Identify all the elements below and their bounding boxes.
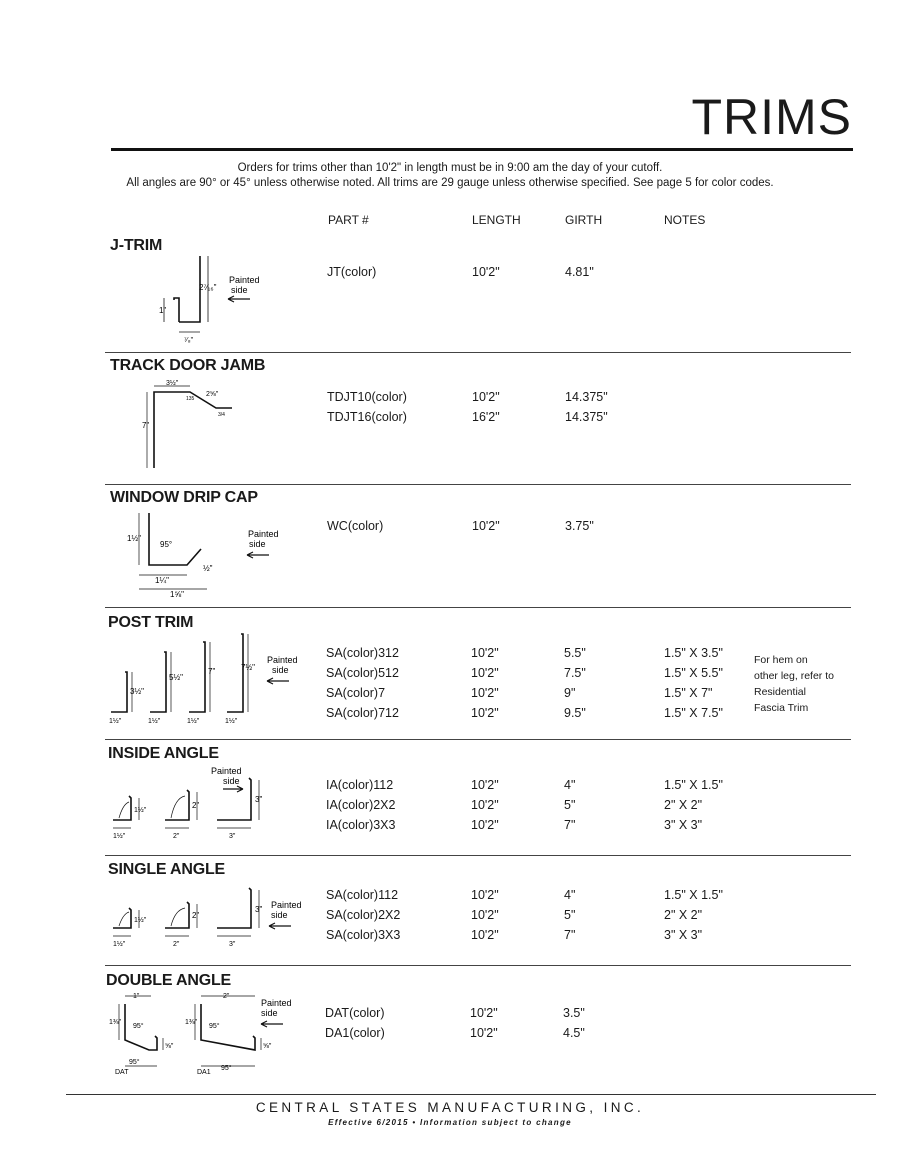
da-dim-w2: 2" [223, 993, 230, 1000]
ia-length-2: 10'2" [471, 798, 499, 812]
wdc-painted: Painted [248, 529, 279, 539]
col-part: PART # [328, 213, 369, 227]
jtrim-painted: Painted [229, 275, 260, 285]
section-title-window-drip-cap: WINDOW DRIP CAP [110, 489, 258, 506]
wdc-dim-drip: ½" [203, 564, 213, 573]
ia-note-1: 1.5" X 1.5" [664, 778, 723, 792]
tdj-dim-slope: 2⅝" [206, 391, 219, 398]
jtrim-arrow-icon [228, 296, 250, 302]
sa-part-3: SA(color)3X3 [326, 928, 401, 942]
jtrim-diagram [150, 250, 270, 345]
post-length-1: 10'2" [471, 646, 499, 660]
section-title-jtrim: J-TRIM [110, 237, 163, 254]
angles-note: All angles are 90° or 45° unless otherwise noted. All trims are 29 gauge unless otherwise specified. See page 5 for color codes. [126, 177, 774, 189]
sa-note-2: 2" X 2" [664, 908, 703, 922]
wdc-girth: 3.75" [565, 519, 594, 533]
jtrim-dim-hem: 1" [159, 306, 167, 315]
post-side: side [272, 665, 289, 675]
wdc-side: side [249, 539, 266, 549]
double-angle-diagram [105, 990, 305, 1080]
section-title-inside-angle: INSIDE ANGLE [108, 745, 219, 762]
tdj-dim-angle: 135 [186, 396, 195, 402]
sa-side: side [271, 910, 288, 920]
da-dim-ang2: 95° [209, 1023, 220, 1030]
post-girth-1: 5.5" [564, 646, 586, 660]
tdj-dim-hem: 3/4 [218, 412, 225, 418]
post-dim-h4: 7½" [241, 663, 255, 672]
sa-length-3: 10'2" [471, 928, 499, 942]
separator [105, 855, 851, 856]
jtrim-dim-width: ⁷⁄₈" [184, 337, 194, 344]
da-length-2: 10'2" [470, 1026, 498, 1040]
jtrim-dim-height: 2⁷⁄₁₆" [199, 283, 217, 292]
post-trim-diagram [105, 630, 305, 726]
col-length: LENGTH [472, 213, 521, 227]
order-note: Orders for trims other than 10'2" in length must be in 9:00 am the day of your cutoff. [237, 162, 663, 174]
post-note-2: 1.5" X 5.5" [664, 666, 723, 680]
page-title: TRIMS [691, 89, 852, 145]
ia-dim-b-h: 2" [192, 801, 200, 810]
separator [105, 484, 851, 485]
da-arrow-icon [261, 1021, 283, 1027]
section-title-post-trim: POST TRIM [108, 614, 194, 631]
section-title-track-door-jamb: TRACK DOOR JAMB [110, 357, 266, 374]
ia-dim-c-h: 3" [255, 795, 263, 804]
wdc-dim-base: 1¼" [155, 576, 169, 585]
da-dim-ang3: 95° [129, 1059, 140, 1066]
company-name: CENTRAL STATES MANUFACTURING, INC. [255, 1100, 645, 1115]
sa-girth-1: 4" [564, 888, 576, 902]
ia-dim-b-w: 2" [173, 833, 180, 840]
post-dim-h2: 5½" [169, 673, 183, 682]
tdj-length-1: 10'2" [472, 390, 500, 404]
da-girth-1: 3.5" [563, 1006, 585, 1020]
sa-dim-b-h: 2" [192, 911, 200, 920]
ia-part-2: IA(color)2X2 [326, 798, 396, 812]
sa-dim-c-w: 3" [229, 941, 236, 948]
post-girth-4: 9.5" [564, 706, 586, 720]
tdj-length-2: 16'2" [472, 410, 500, 424]
jtrim-girth: 4.81" [565, 265, 594, 279]
sa-dim-a-h: 1½" [134, 917, 147, 924]
ia-note-2: 2" X 2" [664, 798, 703, 812]
single-angle-diagram [105, 880, 305, 952]
wdc-dim-total: 1⅝" [170, 590, 184, 599]
post-part-4: SA(color)712 [326, 706, 399, 720]
post-part-2: SA(color)512 [326, 666, 399, 680]
post-girth-2: 7.5" [564, 666, 586, 680]
section-title-single-angle: SINGLE ANGLE [108, 861, 226, 878]
separator [105, 607, 851, 608]
sa-length-2: 10'2" [471, 908, 499, 922]
window-drip-cap-diagram [125, 505, 290, 600]
ia-side: side [223, 776, 240, 786]
title-rule [111, 148, 853, 151]
ia-girth-1: 4" [564, 778, 576, 792]
ia-arrow-icon [223, 786, 243, 792]
sa-girth-2: 5" [564, 908, 576, 922]
sa-note-1: 1.5" X 1.5" [664, 888, 723, 902]
tdj-girth-1: 14.375" [565, 390, 608, 404]
da-dim-hem1: ⅝" [165, 1043, 174, 1050]
tdj-part-1: TDJT10(color) [327, 390, 407, 404]
inside-angle-diagram [105, 762, 285, 840]
da-label-da1: DA1 [197, 1069, 211, 1076]
da-dim-w1: 1" [133, 993, 140, 1000]
ia-part-3: IA(color)3X3 [326, 818, 396, 832]
wdc-dim-angle: 95° [160, 540, 173, 549]
ia-part-1: IA(color)112 [326, 778, 394, 792]
footer-rule [66, 1094, 876, 1095]
da-side: side [261, 1008, 278, 1018]
sa-arrow-icon [269, 923, 291, 929]
ia-painted: Painted [211, 766, 242, 776]
tdj-dim-top: 3½" [166, 380, 179, 387]
col-girth: GIRTH [565, 213, 603, 227]
post-dim-w3: 1½" [187, 718, 200, 725]
ia-dim-a-h: 1½" [134, 807, 147, 814]
effective-note: Effective 6/2015 • Information subject to change [328, 1118, 572, 1127]
post-arrow-icon [267, 678, 289, 684]
post-part-3: SA(color)7 [326, 686, 386, 700]
tdj-part-2: TDJT16(color) [327, 410, 407, 424]
da-dim-ang1: 95° [133, 1023, 144, 1030]
jtrim-side: side [231, 285, 248, 295]
separator [105, 739, 851, 740]
post-dim-w2: 1½" [148, 718, 161, 725]
post-side-note: For hem on other leg, refer to Residential Fascia Trim [754, 654, 834, 714]
da-girth-2: 4.5" [563, 1026, 585, 1040]
da-part-2: DA1(color) [325, 1026, 385, 1040]
separator [105, 352, 851, 353]
section-title-double-angle: DOUBLE ANGLE [106, 972, 232, 989]
post-part-1: SA(color)312 [326, 646, 399, 660]
ia-note-3: 3" X 3" [664, 818, 703, 832]
col-notes: NOTES [664, 213, 706, 227]
sa-note-3: 3" X 3" [664, 928, 703, 942]
tdj-girth-2: 14.375" [565, 410, 608, 424]
da-length-1: 10'2" [470, 1006, 498, 1020]
post-dim-h1: 3½" [130, 687, 144, 696]
sa-part-2: SA(color)2X2 [326, 908, 401, 922]
wdc-length: 10'2" [472, 519, 500, 533]
post-girth-3: 9" [564, 686, 576, 700]
ia-dim-c-w: 3" [229, 833, 236, 840]
post-length-4: 10'2" [471, 706, 499, 720]
sa-part-1: SA(color)112 [326, 888, 399, 902]
ia-length-3: 10'2" [471, 818, 499, 832]
ia-girth-2: 5" [564, 798, 576, 812]
sa-painted: Painted [271, 900, 302, 910]
da-painted: Painted [261, 998, 292, 1008]
jtrim-part: JT(color) [327, 265, 377, 279]
da-dim-hem2: ⅝" [263, 1043, 272, 1050]
post-note-1: 1.5" X 3.5" [664, 646, 723, 660]
sa-girth-3: 7" [564, 928, 576, 942]
post-length-2: 10'2" [471, 666, 499, 680]
post-note-3: 1.5" X 7" [664, 686, 713, 700]
da-dim-h1: 1⅜" [109, 1019, 122, 1026]
post-dim-w4: 1½" [225, 718, 238, 725]
da-label-dat: DAT [115, 1069, 129, 1076]
post-dim-w1: 1½" [109, 718, 122, 725]
tdj-dim-height: 7" [142, 421, 150, 430]
post-note-4: 1.5" X 7.5" [664, 706, 723, 720]
ia-length-1: 10'2" [471, 778, 499, 792]
da-dim-ang4: 95° [221, 1065, 232, 1072]
sa-dim-a-w: 1½" [113, 941, 126, 948]
track-door-jamb-diagram [140, 378, 250, 478]
jtrim-length: 10'2" [472, 265, 500, 279]
post-length-3: 10'2" [471, 686, 499, 700]
da-part-1: DAT(color) [325, 1006, 385, 1020]
sa-length-1: 10'2" [471, 888, 499, 902]
wdc-part: WC(color) [327, 519, 384, 533]
sa-dim-b-w: 2" [173, 941, 180, 948]
ia-girth-3: 7" [564, 818, 576, 832]
ia-dim-a-w: 1½" [113, 833, 126, 840]
sa-dim-c-h: 3" [255, 905, 263, 914]
post-dim-h3: 7" [208, 667, 216, 676]
wdc-arrow-icon [247, 552, 269, 558]
post-painted: Painted [267, 655, 298, 665]
separator [105, 965, 851, 966]
da-dim-h2: 1⅜" [185, 1019, 198, 1026]
wdc-dim-height: 1½" [127, 534, 141, 543]
